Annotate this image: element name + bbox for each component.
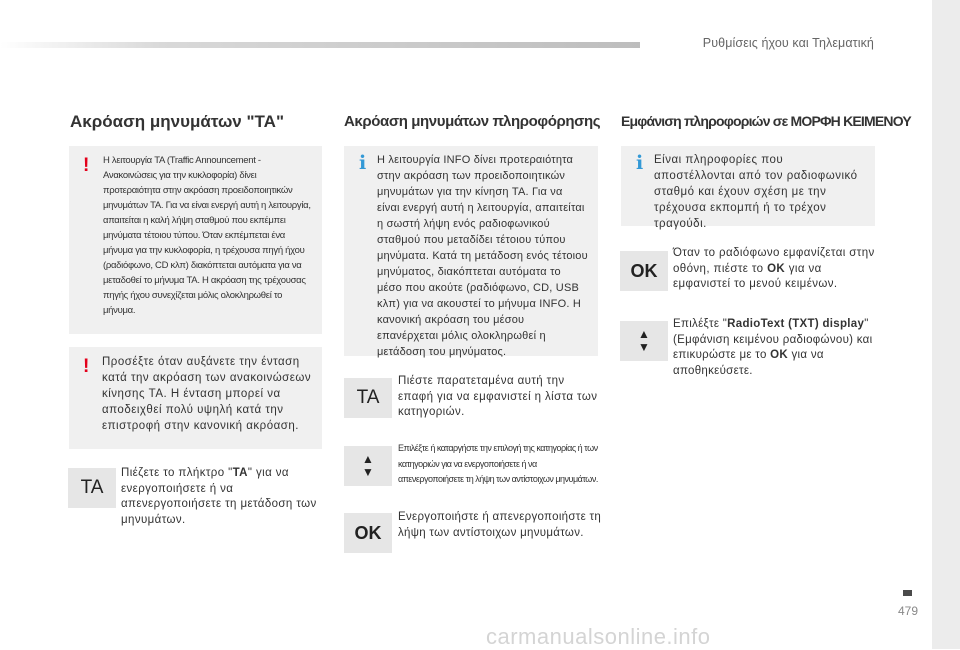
- info-icon: i: [359, 152, 367, 174]
- up-down-arrows-key: [620, 321, 668, 361]
- info-step1-text: Πιέστε παρατεταμένα αυτή την επαφή για να εμφανιστεί η λίστα των κατηγοριών.: [398, 375, 598, 418]
- ta-step-text: Πιέζετε το πλήκτρο "TA" για να ενεργοποιήσετε ή να απενεργοποιήσετε τη μετάδοση των μηνυμάτων.: [121, 467, 317, 526]
- arrow-up-icon: ▲: [638, 327, 650, 341]
- heading-ta: Ακρόαση μηνυμάτων "TA": [70, 112, 285, 131]
- ok-key: OK: [344, 513, 392, 553]
- warning-icon: !: [83, 356, 90, 377]
- section-title: Ρυθμίσεις ήχου και Τηλεματική: [702, 36, 874, 50]
- page-marker: [903, 590, 912, 596]
- text-step1-text: Όταν το ραδιόφωνο εμφανίζεται στην οθόνη, πιέστε το OK για να εμφανιστεί το μενού κειμένων.: [673, 247, 875, 290]
- warning-text-volume: Προσέξτε όταν αυξάνετε την ένταση κατά την ακρόαση των ανακοινώσεων κίνησης TA. Η ένταση μπορεί να αποδειχθεί πολύ υψηλή κατά την επιστροφή στην κανονική ακρόαση.: [102, 356, 312, 432]
- text-step2-text: Επιλέξτε "RadioText (TXT) display" (Εμφάνιση κειμένου ραδιοφώνου) και επικυρώστε με το OK για να αποθηκεύσετε.: [673, 318, 873, 377]
- warning-text-ta: Η λειτουργία TA (Traffic Announcement - Ανακοινώσεις για την κυκλοφορία) δίνει προτεραιότητα στην ακρόαση προειδοποιητικών μηνυμάτων TA. Για να είναι ενεργή αυτή η λειτουργία, απαιτείται η καλή λήψη σταθμού που εκπέμπει μηνύματα τέτοιου τύπου. Όταν εκπέμπεται ένα μήνυμα για την κυκλοφορία, η τρέχουσα πηγή ήχου (ραδιόφωνο, CD κλπ) διακόπτεται αυτόματα για να μεταδοθεί το μήνυμα TA. Η ακρόαση της τρέχουσας πηγής ήχου συνεχίζεται μόλις ολοκληρωθεί το μήνυμα.: [103, 155, 311, 316]
- warning-box-volume: [69, 347, 322, 449]
- watermark: carmanualsonline.info: [486, 624, 711, 649]
- heading-text-display: Εμφάνιση πληροφοριών σε ΜΟΡΦΗ ΚΕΙΜΕΝΟΥ: [621, 113, 911, 129]
- ta-key: TA: [68, 468, 116, 508]
- info-text-text: Είναι πληροφορίες που αποστέλλονται από τον ραδιοφωνικό σταθμό και έχουν σχέση με την τρέχουσα εκπομπή ή το τρέχον τραγούδι.: [654, 154, 858, 230]
- warning-icon: !: [83, 155, 90, 176]
- info-box-text: [621, 146, 875, 230]
- info-text-info: Η λειτουργία INFO δίνει προτεραιότητα στην ακρόαση των προειδοποιητικών μηνυμάτων για την κίνηση TA. Για να είναι ενεργή αυτή η λειτουργία, απαιτείται η σωστή λήψη ενός ραδιοφωνικού σταθμού που μεταδίδει τέτοιου τύπου μηνύματα. Κατά τη μετάδοση ενός τέτοιου μηνύματος, διακόπτεται αυτόματα το μέσο που ακούτε (ραδιόφωνο, CD, USB κλπ) για να ακουστεί το μήνυμα INFO. Η κανονική ακρόαση του μέσου επανέρχεται μόλις ολοκληρωθεί η μετάδοση του μηνύματος.: [377, 154, 588, 358]
- arrow-down-icon: ▼: [638, 340, 650, 354]
- info-icon: i: [636, 152, 644, 174]
- ta-key: TA: [344, 378, 392, 418]
- header-rule: [0, 42, 640, 48]
- page-number: 479: [897, 604, 918, 618]
- info-step2-text: Επιλέξτε ή καταργήστε την επιλογή της κατηγορίας ή των κατηγοριών για να ενεργοποιήσετε ή να απενεργοποιήσετε τη λήψη των αντίστοιχων μηνυμάτων.: [398, 443, 598, 484]
- arrow-up-icon: ▲: [362, 452, 374, 466]
- heading-info: Ακρόαση μηνυμάτων πληροφόρησης: [344, 113, 601, 130]
- info-step3-text: Ενεργοποιήστε ή απενεργοποιήστε τη λήψη των αντίστοιχων μηνυμάτων.: [398, 511, 602, 539]
- up-down-arrows-key: [344, 446, 392, 486]
- warning-box-ta: [69, 146, 322, 334]
- info-box-info: [344, 146, 598, 356]
- ok-key: OK: [620, 251, 668, 291]
- side-strip: [932, 0, 960, 649]
- arrow-down-icon: ▼: [362, 465, 374, 479]
